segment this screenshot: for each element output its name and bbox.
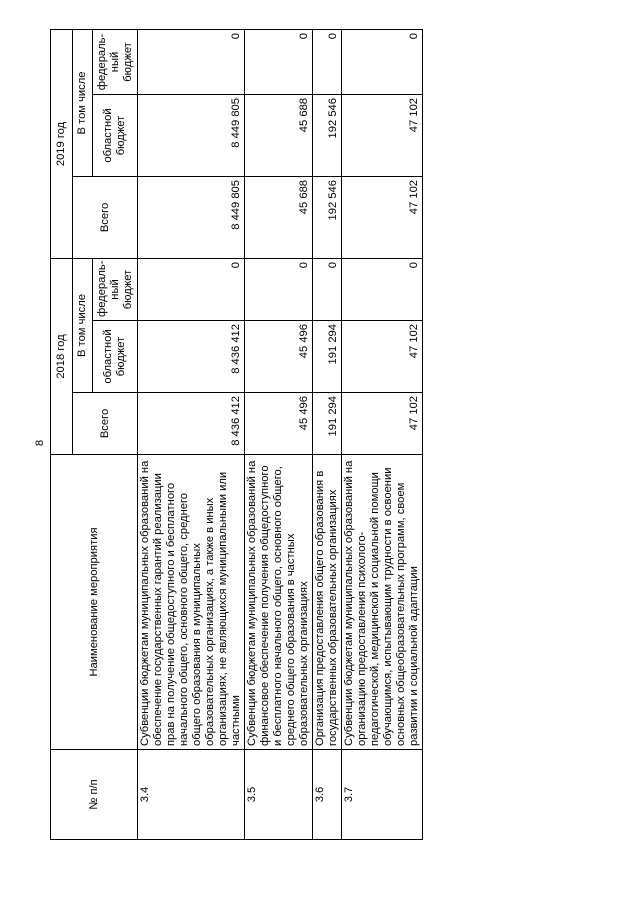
- header-in-number-2019: В том числе: [73, 29, 93, 176]
- total-2018: 8 436 412: [138, 393, 245, 455]
- header-federal-2018: федераль-ный бюджет: [93, 258, 138, 320]
- total-2019: 47 102: [342, 176, 423, 258]
- row-name: Субвенции бюджетам муниципальных образований на обеспечение государственных гарантий реализации прав на получение общедоступного и бесплатного начального общего, основного общего, среднего общего образования в муниципальных образовательных организациях, а также в иных организациях, не являющихся муниципальными или частными: [138, 455, 245, 750]
- header-total-2019: Всего: [73, 176, 138, 258]
- total-2019: 45 688: [245, 176, 313, 258]
- header-in-number-2018: В том числе: [73, 258, 93, 392]
- row-name: Субвенции бюджетам муниципальных образований на организацию предоставления психолого-педагогической, медицинской и социальной помощи обучающимся, испытывающим трудности в освоении основных общеобразовательных программ, своем развитии и социальной адаптации: [342, 455, 423, 750]
- table-row: [245, 29, 313, 839]
- regional-2019: 192 546: [313, 94, 342, 176]
- header-regional-2019: областной бюджет: [93, 94, 138, 176]
- federal-2018: 0: [313, 258, 342, 320]
- header-year-2018: 2018 год: [51, 258, 73, 454]
- table-row: [313, 29, 342, 839]
- total-2018: 47 102: [342, 393, 423, 455]
- federal-2018: 0: [138, 258, 245, 320]
- row-name: Организация предоставления общего образования в государственных образовательных организациях: [313, 455, 342, 750]
- regional-2019: 47 102: [342, 94, 423, 176]
- row-num: 3.5: [245, 750, 313, 840]
- table-row: [138, 29, 245, 839]
- row-num: 3.6: [313, 750, 342, 840]
- federal-2019: 0: [342, 29, 423, 94]
- federal-2019: 0: [245, 29, 313, 94]
- page-number: 8: [34, 439, 46, 446]
- federal-2018: 0: [342, 258, 423, 320]
- total-2019: 192 546: [313, 176, 342, 258]
- total-2019: 8 449 805: [138, 176, 245, 258]
- regional-2019: 8 449 805: [138, 94, 245, 176]
- row-name: Субвенции бюджетам муниципальных образований на финансовое обеспечение получения общедоступного и бесплатного начального общего, основного общего, среднего общего образования в частных образовательных организациях: [245, 455, 313, 750]
- budget-table: [50, 29, 423, 840]
- total-2018: 191 294: [313, 393, 342, 455]
- regional-2018: 191 294: [313, 321, 342, 393]
- federal-2018: 0: [245, 258, 313, 320]
- table-row: [342, 29, 423, 839]
- header-regional-2018: областной бюджет: [93, 321, 138, 393]
- regional-2018: 47 102: [342, 321, 423, 393]
- regional-2018: 8 436 412: [138, 321, 245, 393]
- budget-table-rotated: [50, 30, 600, 840]
- header-total-2018: Всего: [73, 393, 138, 455]
- federal-2019: 0: [138, 29, 245, 94]
- row-num: 3.7: [342, 750, 423, 840]
- row-num: 3.4: [138, 750, 245, 840]
- header-year-2019: 2019 год: [51, 29, 73, 258]
- federal-2019: 0: [313, 29, 342, 94]
- regional-2018: 45 496: [245, 321, 313, 393]
- header-name: Наименование мероприятия: [51, 455, 138, 750]
- header-num: № п/п: [51, 750, 138, 840]
- total-2018: 45 496: [245, 393, 313, 455]
- header-federal-2019: федераль-ный бюджет: [93, 29, 138, 94]
- regional-2019: 45 688: [245, 94, 313, 176]
